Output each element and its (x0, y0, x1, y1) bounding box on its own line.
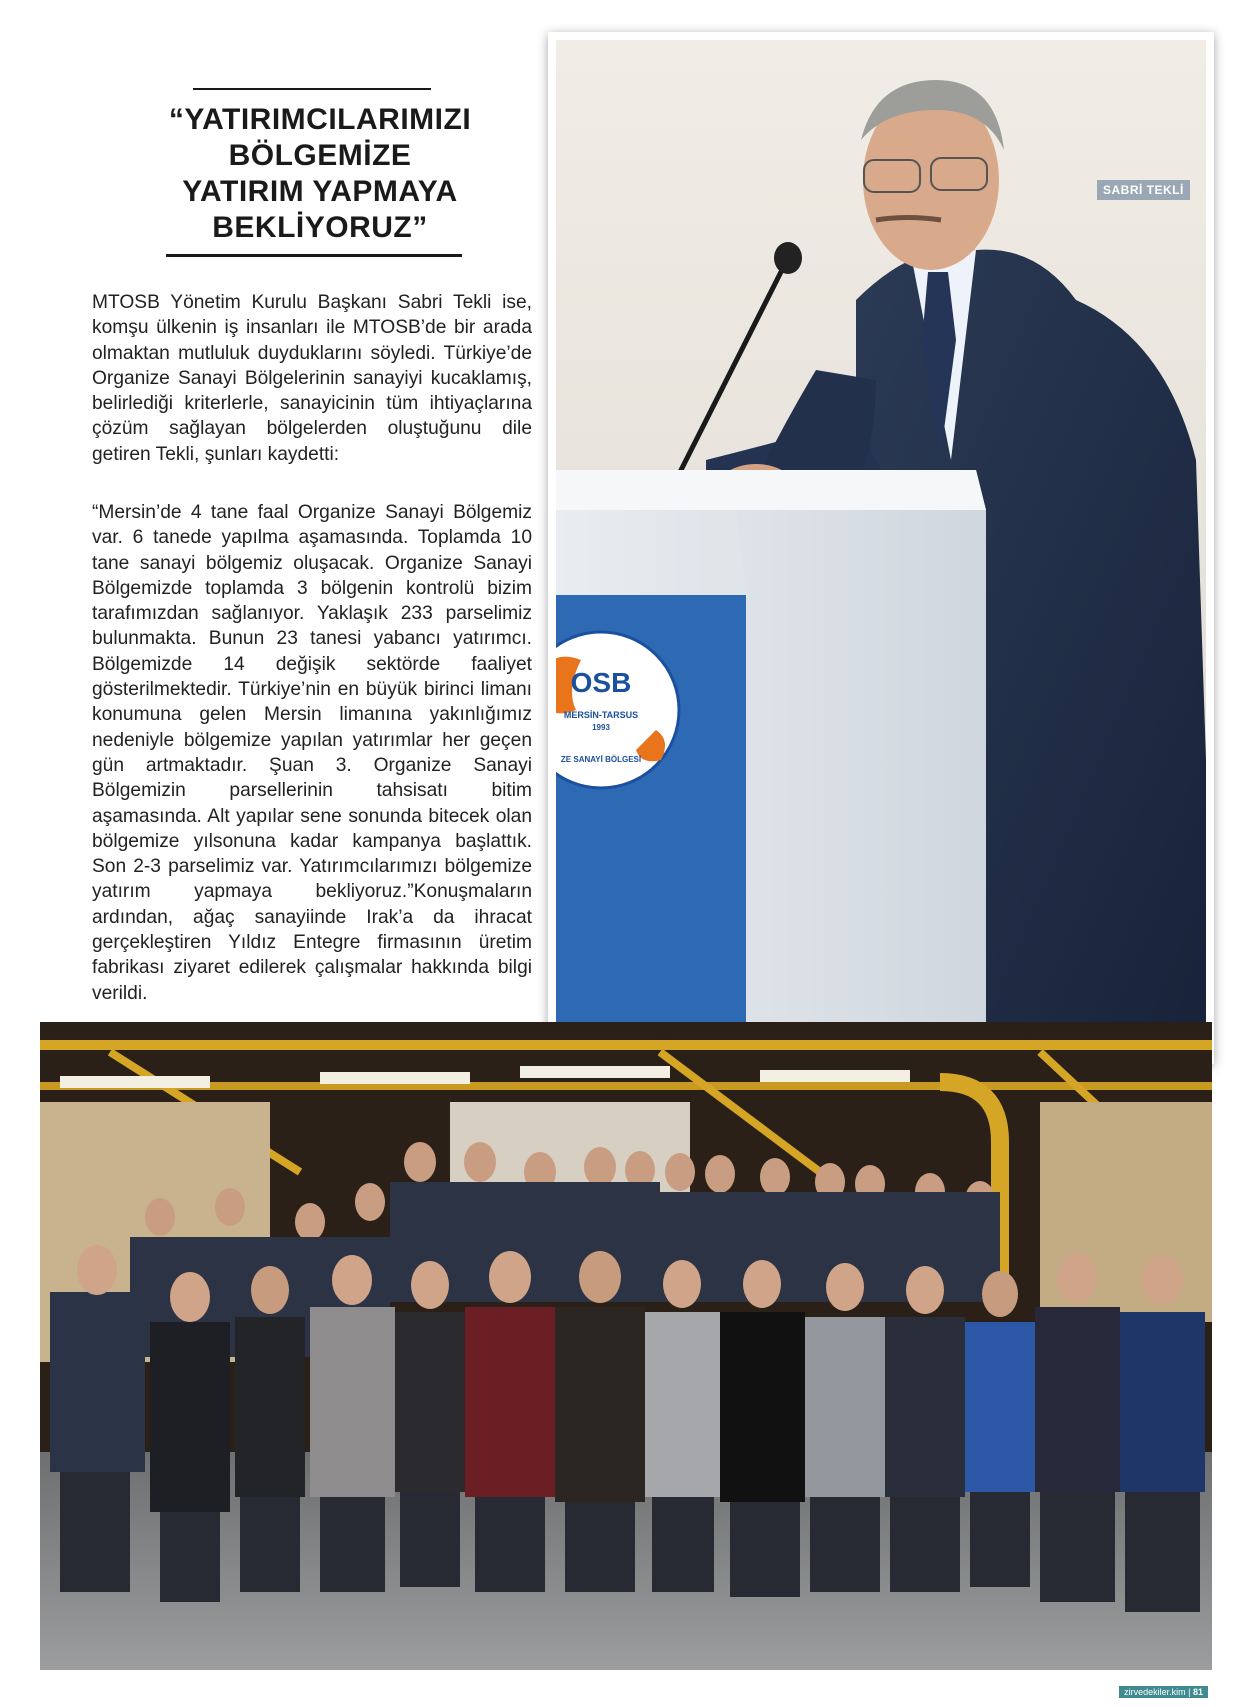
body-paragraph-1: MTOSB Yönetim Kurulu Başkanı Sabri Tekli ise, komşu ülkenin iş insanları ile MTOSB’de bir arada olmaktan mutluluk duyduklarını söyledi. Türkiye’de Organize Sanayi Bölgelerinin sanayiyi kucaklamış, belirlediği kriterlerle, sanayicinin tüm ihtiyaçlarına çözüm sağlayan bölgelerden oluştuğunu dile getiren Tekli, şunları kaydetti: (92, 292, 532, 465)
group-photo (40, 1022, 1212, 1670)
headline-top-rule (193, 88, 431, 90)
headline-bottom-rule (166, 254, 462, 257)
page-footer (1119, 1686, 1208, 1698)
headline-line-3: YATIRIM YAPMAYA (182, 175, 458, 208)
page-number: 81 (1192, 1687, 1203, 1697)
headline-line-4: BEKLİYORUZ” (212, 211, 428, 244)
body-paragraph-2: “Mersin’de 4 tane faal Organize Sanayi Bölgemiz var. 6 tanede yapılma aşamasında. Toplamda 10 tane sanayi bölgemiz oluşacak. Organize Sanayi Bölgemizde toplamda 3 bölgenin kontrolü bizim tarafımızdan sağlanıyor. Yaklaşık 233 parselimiz bulunmakta. Bunun 23 tanesi yabancı yatırımcı. Bölgemizde 14 değişik sektörde faaliyet gösterilmektedir. Türkiye’nin en büyük birinci limanı konumuna gelen Mersin limanına yakınlığımız nedeniyle bölgemize yapılan yatırımlar her geçen gün artmaktadır. Şuan 3. Organize Sanayi Bölgemizin parsellerinin tahsisatı bitim aşamasında. Alt yapılar sene sonunda bitecek olan bölgemize yılsonuna kadar kampanya başlattık. Son 2-3 parselimiz var. Yatırımcılarımızı bölgemize yatırım yapmaya bekliyoruz.”Konuşmaların ardından, ağaç sanayiinde Irak’a da ihracat gerçekleştiren Yıldız Entegre firmasının üretim fabrikası ziyaret edilerek çalışmalar hakkında bilgi verildi. (92, 502, 532, 1004)
footer-separator: | (1188, 1687, 1191, 1697)
osb-logo-location: MERSİN-TARSUS (563, 710, 639, 720)
footer-site[interactable]: zirvedekiler.kim (1124, 1687, 1186, 1697)
osb-logo-letters: OSB (570, 667, 632, 698)
osb-logo-arc-text: ZE SANAYİ BÖLGESİ (560, 755, 642, 764)
headline (140, 102, 500, 246)
headline-line-1: “YATIRIMCILARIMIZI (168, 103, 472, 136)
osb-logo-year: 1993 (592, 723, 610, 732)
photo-caption: SABRİ TEKLİ (1097, 180, 1190, 200)
headline-line-2: BÖLGEMİZE (228, 139, 412, 172)
